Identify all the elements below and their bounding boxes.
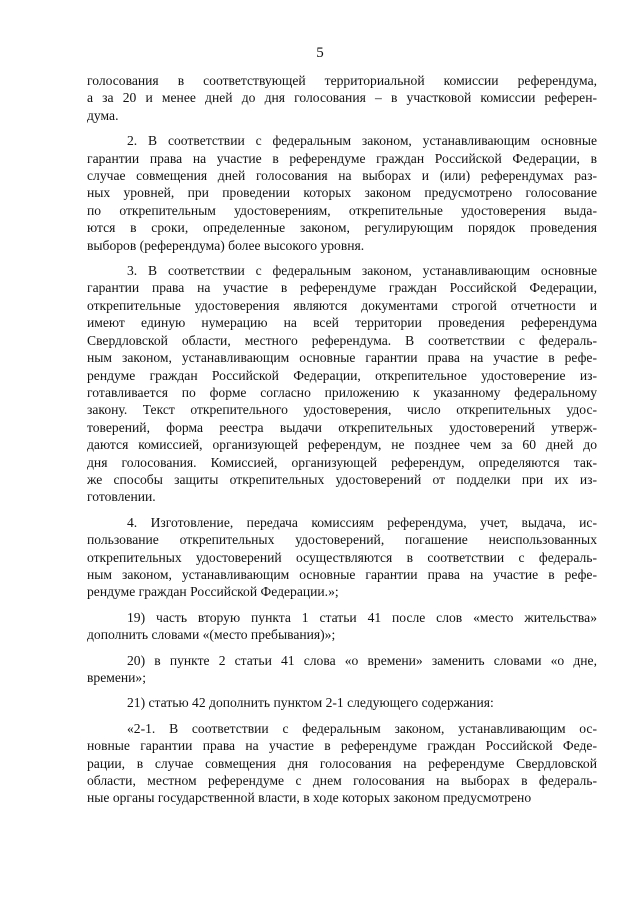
paragraph-p7	[87, 720, 597, 807]
paragraph-p5	[87, 652, 597, 687]
paragraph-p2	[87, 262, 597, 506]
text-line: выборов (референдума) более высокого уровня.	[87, 237, 365, 253]
text-line: дня голосования. Комиссией, организующей референдум, определяются так-	[87, 454, 597, 470]
text-line: ных уровней, при проведении которых законом предусмотрено голосование	[87, 185, 597, 201]
text-line: готавливается по форме согласно приложению к указанному федеральному	[87, 384, 597, 400]
text-line: даются комиссией, организующей референдум, не позднее чем за 60 дней до	[87, 437, 597, 453]
text-line: рации, в случае совмещения дня голосования на референдуме Свердловской	[87, 755, 597, 771]
document-body	[87, 72, 597, 807]
text-line: рендуме граждан Российской Федерации.»;	[87, 584, 339, 600]
page-number: 5	[316, 45, 324, 61]
text-line: пользование открепительных удостоверений, погашение неиспользованных	[87, 532, 597, 548]
text-line: времени»;	[87, 670, 147, 685]
text-line: 2. В соответствии с федеральным законом, устанавливающим основные	[127, 133, 597, 149]
text-line: по открепительным удостоверениям, открепительные удостоверения выда-	[87, 202, 597, 218]
text-line: случае совмещения дней голосования на выборах и (или) референдумах раз-	[87, 168, 597, 184]
text-line: 4. Изготовление, передача комиссиям референдума, учет, выдача, ис-	[127, 514, 597, 530]
text-line: а за 20 и менее дней до дня голосования – в участковой комиссии референ-	[87, 90, 597, 106]
text-line: ные органы государственной власти, в ходе которых законом предусмотрено	[87, 790, 532, 806]
text-line: 20) в пункте 2 статьи 41 слова «о времени» заменить словами «о дне,	[127, 652, 597, 668]
paragraph-spacer	[87, 686, 597, 694]
text-line: дополнить словами «(место пребывания)»;	[87, 627, 336, 643]
paragraph-spacer	[87, 712, 597, 720]
text-line: Свердловской области, местного референдума. В соответствии с федераль-	[87, 332, 597, 348]
text-line: дума.	[87, 107, 119, 123]
text-line: рендуме граждан Российской Федерации, открепительное удостоверение из-	[87, 367, 597, 383]
paragraph-spacer	[87, 124, 597, 132]
paragraph-spacer	[87, 644, 597, 652]
text-line: области, местном референдуме с днем голосования на выборах в федераль-	[87, 773, 597, 789]
paragraph-p0	[87, 72, 597, 124]
text-line: готовлении.	[87, 489, 156, 505]
paragraph-p4	[87, 609, 597, 644]
text-line: открепительные удостоверения являются документами строгой отчетности и	[87, 297, 597, 313]
text-line: ются в сроки, определенные законом, регулирующим порядок проведения	[87, 220, 597, 236]
paragraph-p3	[87, 514, 597, 601]
text-line: ным законом, устанавливающим основные гарантии права на участие в рефе-	[87, 350, 597, 366]
text-line: «2-1. В соответствии с федеральным законом, устанавливающим ос-	[127, 720, 597, 736]
text-line: имеют единую нумерацию на всей территории проведения референдума	[87, 315, 597, 331]
text-line: 21) статью 42 дополнить пунктом 2-1 следующего содержания:	[127, 695, 494, 711]
paragraph-spacer	[87, 254, 597, 262]
text-line: же способы защиты открепительных удостоверений от подделки при их из-	[87, 471, 597, 487]
text-line: голосования в соответствующей территориальной комиссии референдума,	[87, 73, 597, 88]
text-line: новные гарантии права на участие в референдуме граждан Российской Феде-	[87, 738, 597, 754]
text-line: ным законом, устанавливающим основные гарантии права на участие в рефе-	[87, 566, 597, 582]
text-line: гарантии права на участие в референдуме граждан Российской Федерации,	[87, 280, 597, 296]
text-line: закону. Текст открепительного удостоверения, число открепительных удос-	[87, 402, 597, 418]
text-line: гарантии права на участие в референдуме граждан Российской Федерации, в	[87, 150, 597, 166]
paragraph-p6	[87, 694, 597, 711]
text-line: открепительных удостоверений осуществляются в соответствии с федераль-	[87, 549, 597, 565]
paragraph-p1	[87, 132, 597, 254]
paragraph-spacer	[87, 601, 597, 609]
text-line: 19) часть вторую пункта 1 статьи 41 после слов «место жительства»	[127, 609, 597, 625]
text-line: 3. В соответствии с федеральным законом, устанавливающим основные	[127, 263, 597, 279]
text-line: товерений, форма реестра выдачи открепительных удостоверений утверж-	[87, 419, 597, 435]
paragraph-spacer	[87, 506, 597, 514]
